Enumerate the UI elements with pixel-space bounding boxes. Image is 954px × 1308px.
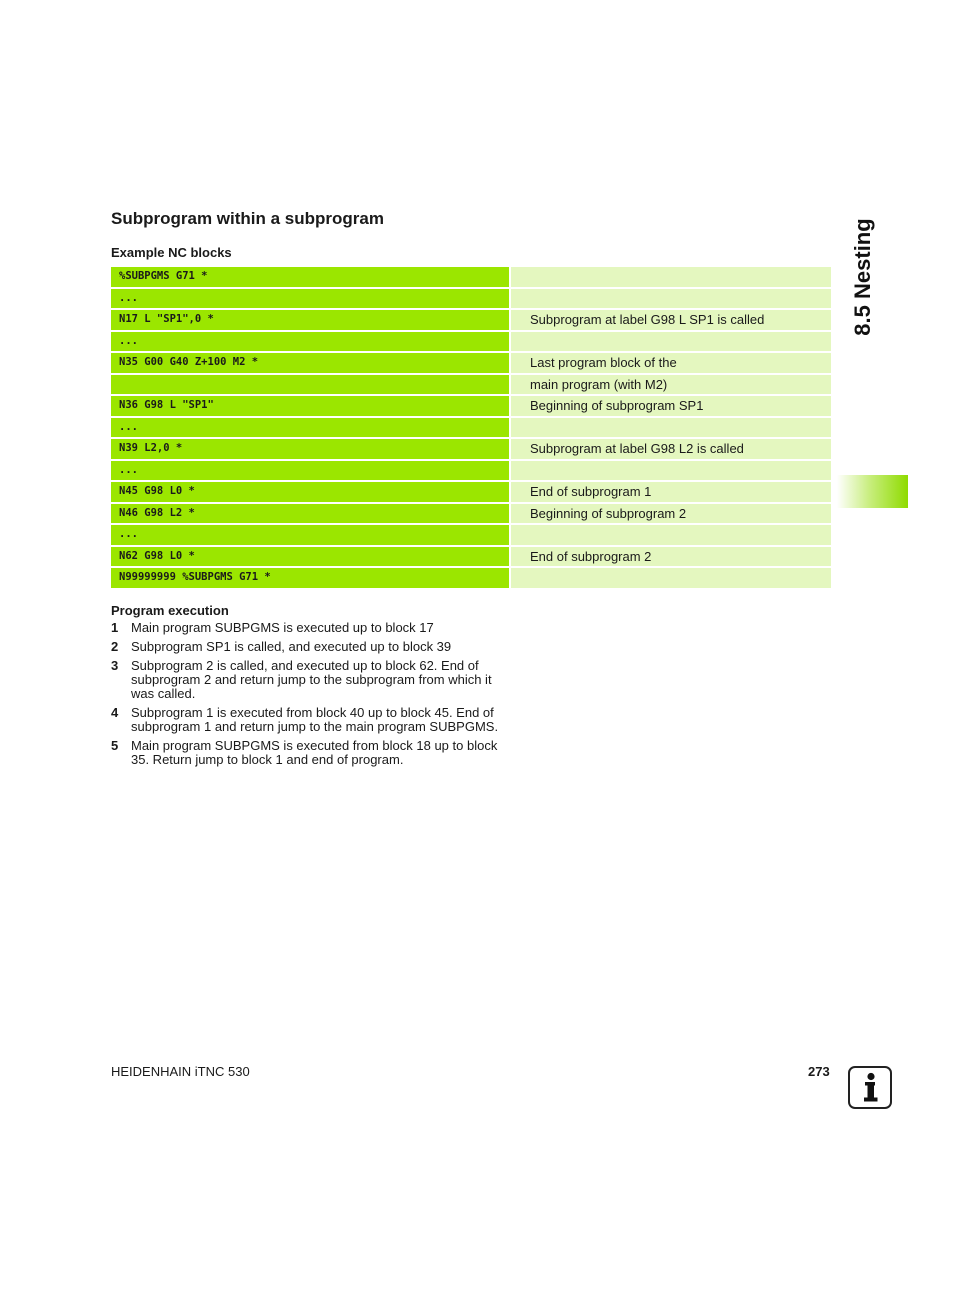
nc-block-comment	[511, 461, 831, 481]
step-text: Subprogram 2 is called, and executed up to block 62. End of subprogram 2 and return jump to the subprogram from which it was called.	[131, 658, 492, 701]
nc-block-code: ...	[111, 461, 509, 481]
nc-block-comment: Subprogram at label G98 L SP1 is called	[511, 310, 831, 330]
nc-block-row	[111, 289, 831, 309]
nc-block-row	[111, 461, 831, 481]
nc-block-comment	[511, 332, 831, 352]
chapter-side-title-text: 8.5 Nesting	[850, 218, 875, 336]
nc-block-code: ...	[111, 525, 509, 545]
nc-block-row	[111, 525, 831, 545]
nc-block-comment: Last program block of the	[511, 353, 831, 373]
execution-step	[111, 659, 511, 701]
example-heading: Example NC blocks	[111, 245, 232, 260]
chapter-side-title	[833, 217, 893, 337]
nc-block-comment	[511, 568, 831, 588]
nc-block-row	[111, 504, 831, 524]
execution-step	[111, 739, 511, 767]
execution-heading: Program execution	[111, 603, 229, 618]
nc-block-code	[111, 375, 509, 395]
step-number: 3	[111, 658, 119, 673]
nc-block-row	[111, 267, 831, 287]
nc-block-comment: Subprogram at label G98 L2 is called	[511, 439, 831, 459]
nc-block-code: N36 G98 L "SP1"	[111, 396, 509, 416]
step-number: 2	[111, 639, 119, 654]
step-text: Subprogram SP1 is called, and executed up to block 39	[131, 639, 452, 654]
step-text: Main program SUBPGMS is executed from block 18 up to block 35. Return jump to block 1 and end of program.	[131, 738, 498, 767]
nc-block-code: N46 G98 L2 *	[111, 504, 509, 524]
nc-block-code: %SUBPGMS G71 *	[111, 267, 509, 287]
page-number: 273	[808, 1064, 830, 1079]
info-icon	[848, 1066, 892, 1109]
nc-block-row	[111, 310, 831, 330]
execution-step	[111, 621, 511, 635]
step-number: 4	[111, 705, 119, 720]
nc-block-code: ...	[111, 418, 509, 438]
nc-block-comment: main program (with M2)	[511, 375, 831, 395]
nc-block-code: ...	[111, 289, 509, 309]
nc-block-row	[111, 482, 831, 502]
execution-step	[111, 640, 511, 654]
nc-block-code: N39 L2,0 *	[111, 439, 509, 459]
nc-block-row	[111, 396, 831, 416]
nc-block-row	[111, 439, 831, 459]
nc-block-code: ...	[111, 332, 509, 352]
footer-product: HEIDENHAIN iTNC 530	[111, 1064, 250, 1079]
nc-block-code: N35 G00 G40 Z+100 M2 *	[111, 353, 509, 373]
nc-block-code: N17 L "SP1",0 *	[111, 310, 509, 330]
nc-blocks-table	[111, 267, 831, 590]
nc-block-code: N99999999 %SUBPGMS G71 *	[111, 568, 509, 588]
step-number: 5	[111, 738, 119, 753]
nc-block-row	[111, 375, 831, 395]
chapter-tab-marker	[837, 475, 908, 508]
section-title: Subprogram within a subprogram	[111, 209, 384, 228]
nc-block-row	[111, 547, 831, 567]
nc-block-comment	[511, 289, 831, 309]
nc-block-comment	[511, 525, 831, 545]
execution-step	[111, 706, 511, 734]
info-glyph-icon	[850, 1068, 890, 1107]
nc-block-row	[111, 568, 831, 588]
nc-block-code: N62 G98 L0 *	[111, 547, 509, 567]
nc-block-comment: Beginning of subprogram 2	[511, 504, 831, 524]
execution-steps	[111, 621, 511, 772]
nc-block-comment: End of subprogram 1	[511, 482, 831, 502]
nc-block-comment	[511, 267, 831, 287]
nc-block-comment: End of subprogram 2	[511, 547, 831, 567]
nc-block-row	[111, 332, 831, 352]
nc-block-row	[111, 418, 831, 438]
step-text: Main program SUBPGMS is executed up to block 17	[131, 620, 434, 635]
nc-block-row	[111, 353, 831, 373]
step-text: Subprogram 1 is executed from block 40 up to block 45. End of subprogram 1 and return jump to the main program SUBPGMS.	[131, 705, 499, 734]
step-number: 1	[111, 620, 119, 635]
nc-block-comment	[511, 418, 831, 438]
nc-block-comment: Beginning of subprogram SP1	[511, 396, 831, 416]
nc-block-code: N45 G98 L0 *	[111, 482, 509, 502]
